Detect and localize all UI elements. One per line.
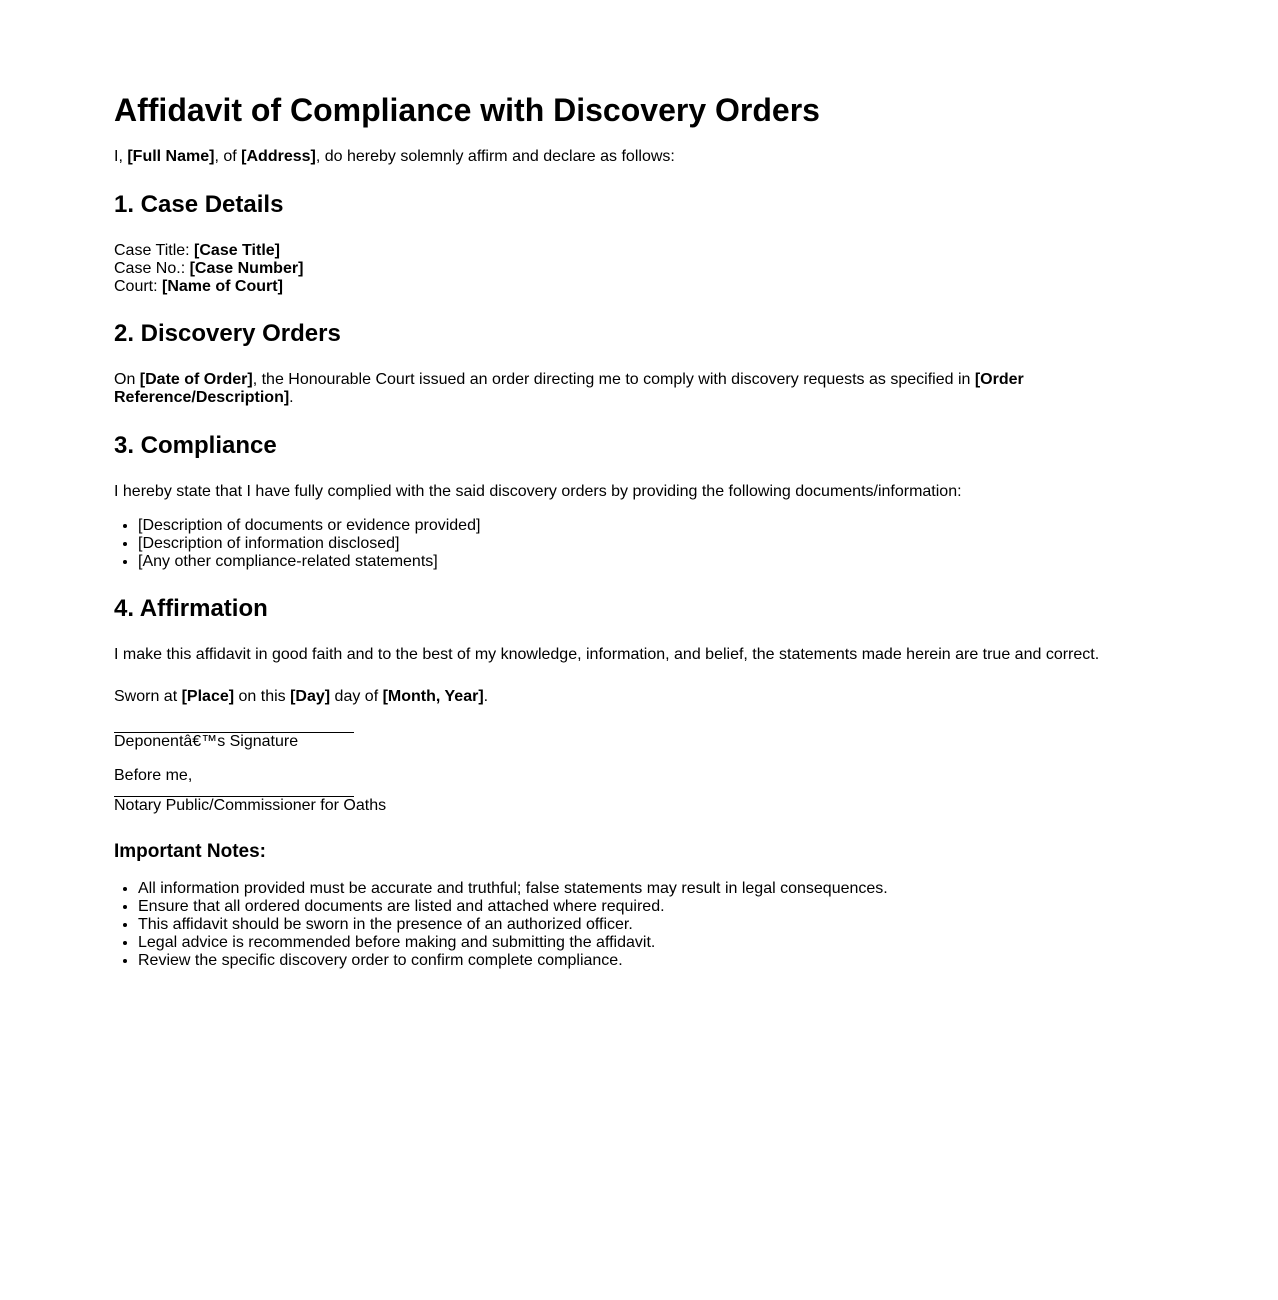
address-placeholder: [Address] (241, 148, 316, 165)
section-heading-case-details: 1. Case Details (114, 191, 284, 218)
sworn-paragraph (114, 688, 1164, 706)
list-item: • Ensure that all ordered documents are listed and attached where required. (138, 898, 1164, 916)
intro-paragraph (114, 148, 1164, 166)
deponent-signature-label: Deponentâ€™s Signature (114, 733, 299, 750)
case-details-block (114, 242, 1164, 296)
notary-signature-label: Notary Public/Commissioner for Oaths (114, 797, 387, 814)
sworn-text: Sworn at (114, 688, 182, 705)
case-number-label: Case No.: (114, 260, 190, 277)
compliance-list (114, 517, 1164, 571)
list-item: • [Any other compliance-related statements] (138, 553, 1164, 571)
case-title-label: Case Title: (114, 242, 195, 259)
court-placeholder: [Name of Court] (162, 278, 283, 295)
intro-text: I, (114, 148, 128, 165)
intro-text: , of (214, 148, 242, 165)
order-text: On (114, 371, 140, 388)
case-number-placeholder: [Case Number] (189, 260, 304, 277)
document-title: Affidavit of Compliance with Discovery Orders (114, 92, 820, 128)
day-placeholder: [Day] (290, 688, 331, 705)
case-title-placeholder: [Case Title] (194, 242, 280, 259)
court-line (114, 278, 1164, 296)
order-reference-placeholder: [Order Reference/Description] (114, 371, 1024, 406)
section-heading-affirmation: 4. Affirmation (114, 595, 268, 622)
court-label: Court: (114, 278, 163, 295)
list-item: • [Description of documents or evidence provided] (138, 517, 1164, 535)
list-item: • Legal advice is recommended before making and submitting the affidavit. (138, 934, 1164, 952)
sworn-text: on this (234, 688, 291, 705)
before-me-text: Before me, (114, 767, 193, 784)
case-number-line (114, 260, 1164, 278)
case-title-line (114, 242, 1164, 260)
sworn-text: . (483, 688, 489, 705)
order-text: , the Honourable Court issued an order directing me to comply with discovery requests as specified in (252, 371, 975, 388)
section-heading-compliance: 3. Compliance (114, 432, 277, 459)
list-item: • All information provided must be accurate and truthful; false statements may result in legal consequences. (138, 880, 1164, 898)
section-heading-discovery-orders: 2. Discovery Orders (114, 320, 341, 347)
month-year-placeholder: [Month, Year] (382, 688, 484, 705)
full-name-placeholder: [Full Name] (127, 148, 215, 165)
discovery-order-paragraph (114, 371, 1164, 407)
list-item: • Review the specific discovery order to confirm complete compliance. (138, 952, 1164, 970)
deponent-signature-line (114, 721, 354, 733)
important-notes-heading: Important Notes: (114, 841, 266, 862)
compliance-paragraph: I hereby state that I have fully complied with the said discovery orders by providing the following documents/information: (114, 483, 962, 500)
order-text: . (289, 389, 294, 406)
important-notes-list (114, 880, 1164, 970)
order-date-placeholder: [Date of Order] (139, 371, 253, 388)
place-placeholder: [Place] (181, 688, 235, 705)
affirmation-paragraph: I make this affidavit in good faith and to the best of my knowledge, information, and belief, the statements made herein are true and correct. (114, 646, 1100, 663)
list-item: • [Description of information disclosed] (138, 535, 1164, 553)
intro-text: , do hereby solemnly affirm and declare as follows: (315, 148, 675, 165)
sworn-text: day of (330, 688, 383, 705)
list-item: • This affidavit should be sworn in the presence of an authorized officer. (138, 916, 1164, 934)
notary-signature-line (114, 785, 354, 797)
